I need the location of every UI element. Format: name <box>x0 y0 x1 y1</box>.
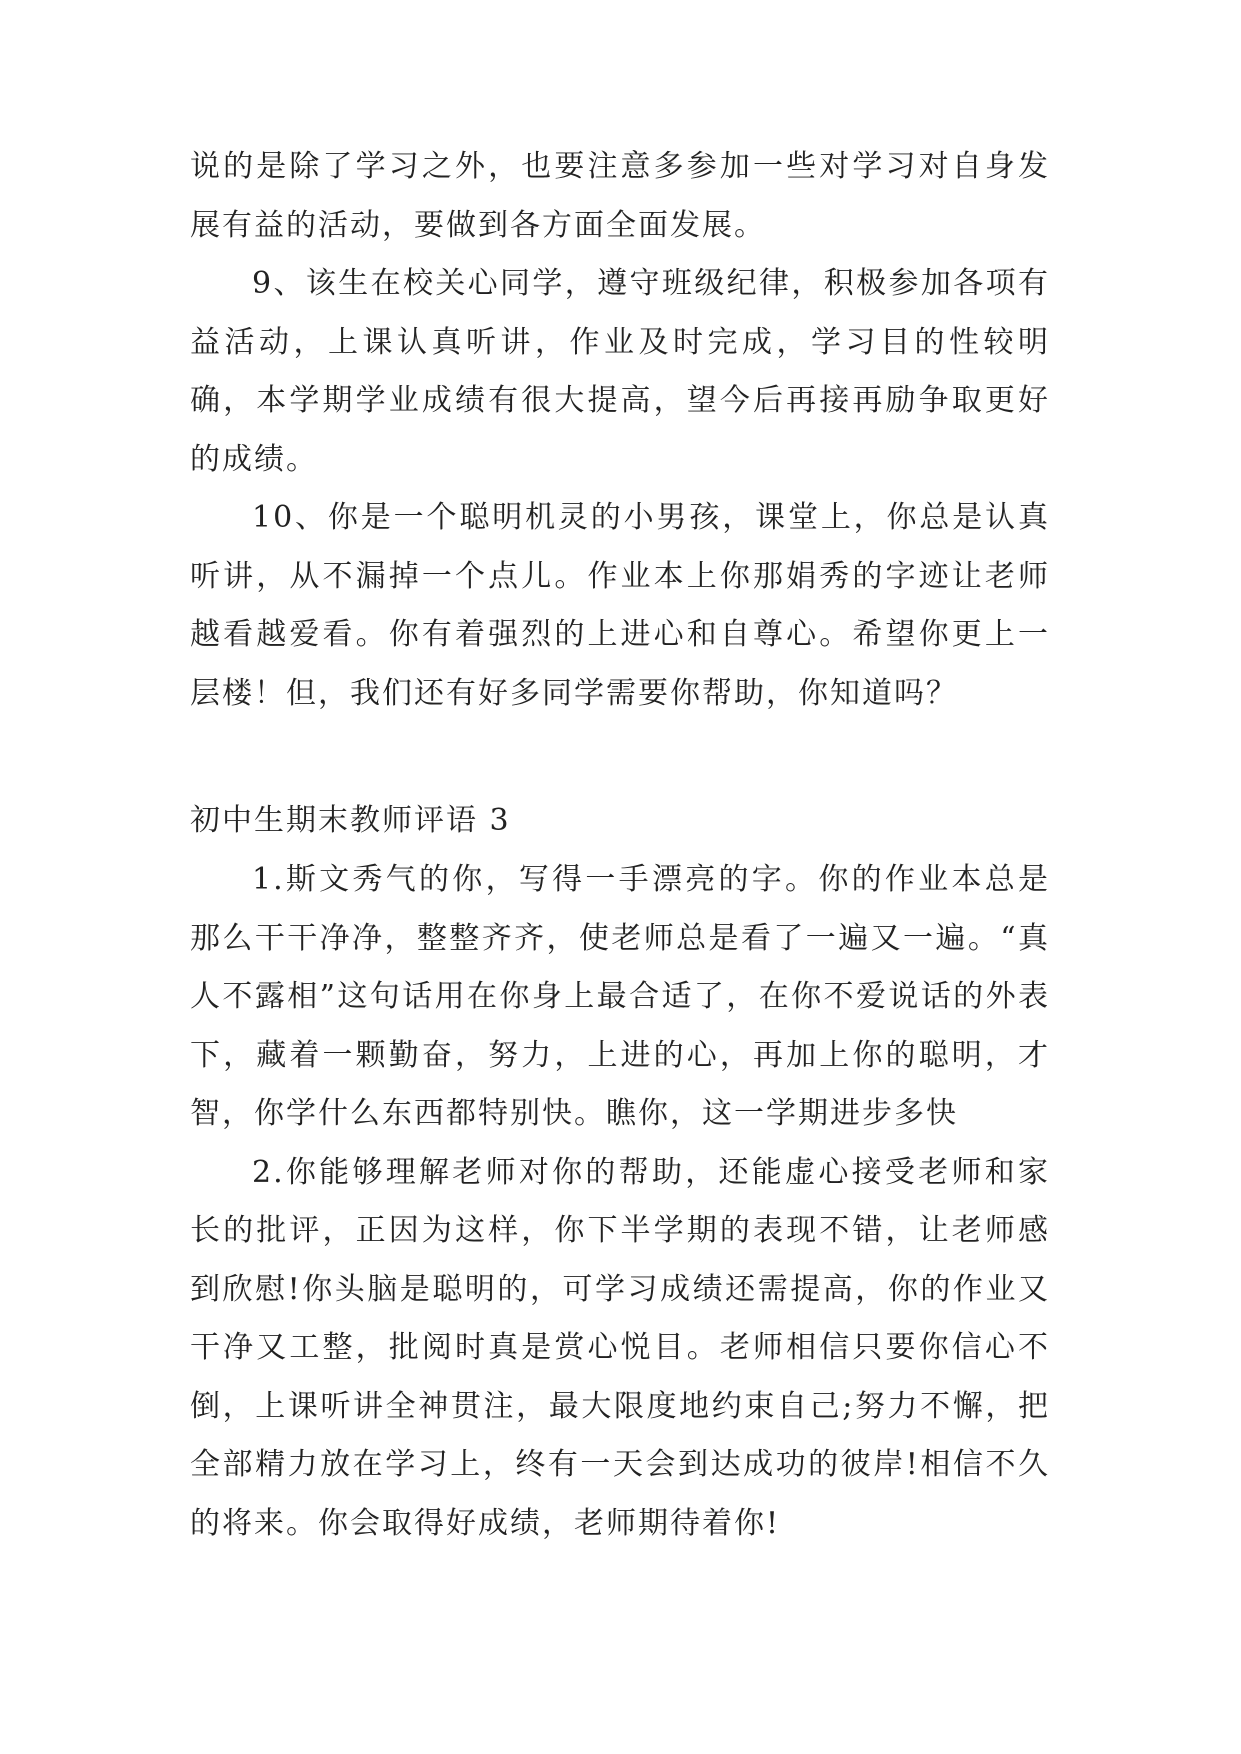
section-b-heading: 初中生期末教师评语 3 <box>190 803 511 838</box>
section-b-body <box>190 851 1050 1553</box>
paragraph-item-9: 9、该生在校关心同学，遵守班级纪律，积极参加各项有益活动，上课认真听讲，作业及时完成，学习目的性较明确，本学期学业成绩有很大提高，望今后再接再励争取更好的成绩。 <box>190 266 1050 477</box>
paragraph-item-2: 2.你能够理解老师对你的帮助，还能虚心接受老师和家长的批评，正因为这样，你下半学期的表现不错，让老师感到欣慰!你头脑是聪明的，可学习成绩还需提高，你的作业又干净又工整，批阅时真是赏心悦目。老师相信只要你信心不倒，上课听讲全神贯注，最大限度地约束自己;努力不懈，把全部精力放在学习上，终有一天会到达成功的彼岸!相信不久的将来。你会取得好成绩，老师期待着你! <box>190 1154 1050 1541</box>
paragraph-item-10: 10、你是一个聪明机灵的小男孩，课堂上，你总是认真听讲，从不漏掉一个点儿。作业本上你那娟秀的字迹让老师越看越爱看。你有着强烈的上进心和自尊心。希望你更上一层楼！但，我们还有好多同学需要你帮助，你知道吗？ <box>190 500 1050 711</box>
paragraph-item-1: 1.斯文秀气的你，写得一手漂亮的字。你的作业本总是那么干干净净，整整齐齐，使老师总是看了一遍又一遍。“真人不露相”这句话用在你身上最合适了，在你不爱说话的外表下，藏着一颗勤奋，努力，上进的心，再加上你的聪明，才智，你学什么东西都特别快。瞧你，这一学期进步多快 <box>190 862 1050 1131</box>
section-a-body <box>190 138 1050 723</box>
paragraph-continuation: 说的是除了学习之外，也要注意多参加一些对学习对自身发展有益的活动，要做到各方面全面发展。 <box>190 149 1050 243</box>
